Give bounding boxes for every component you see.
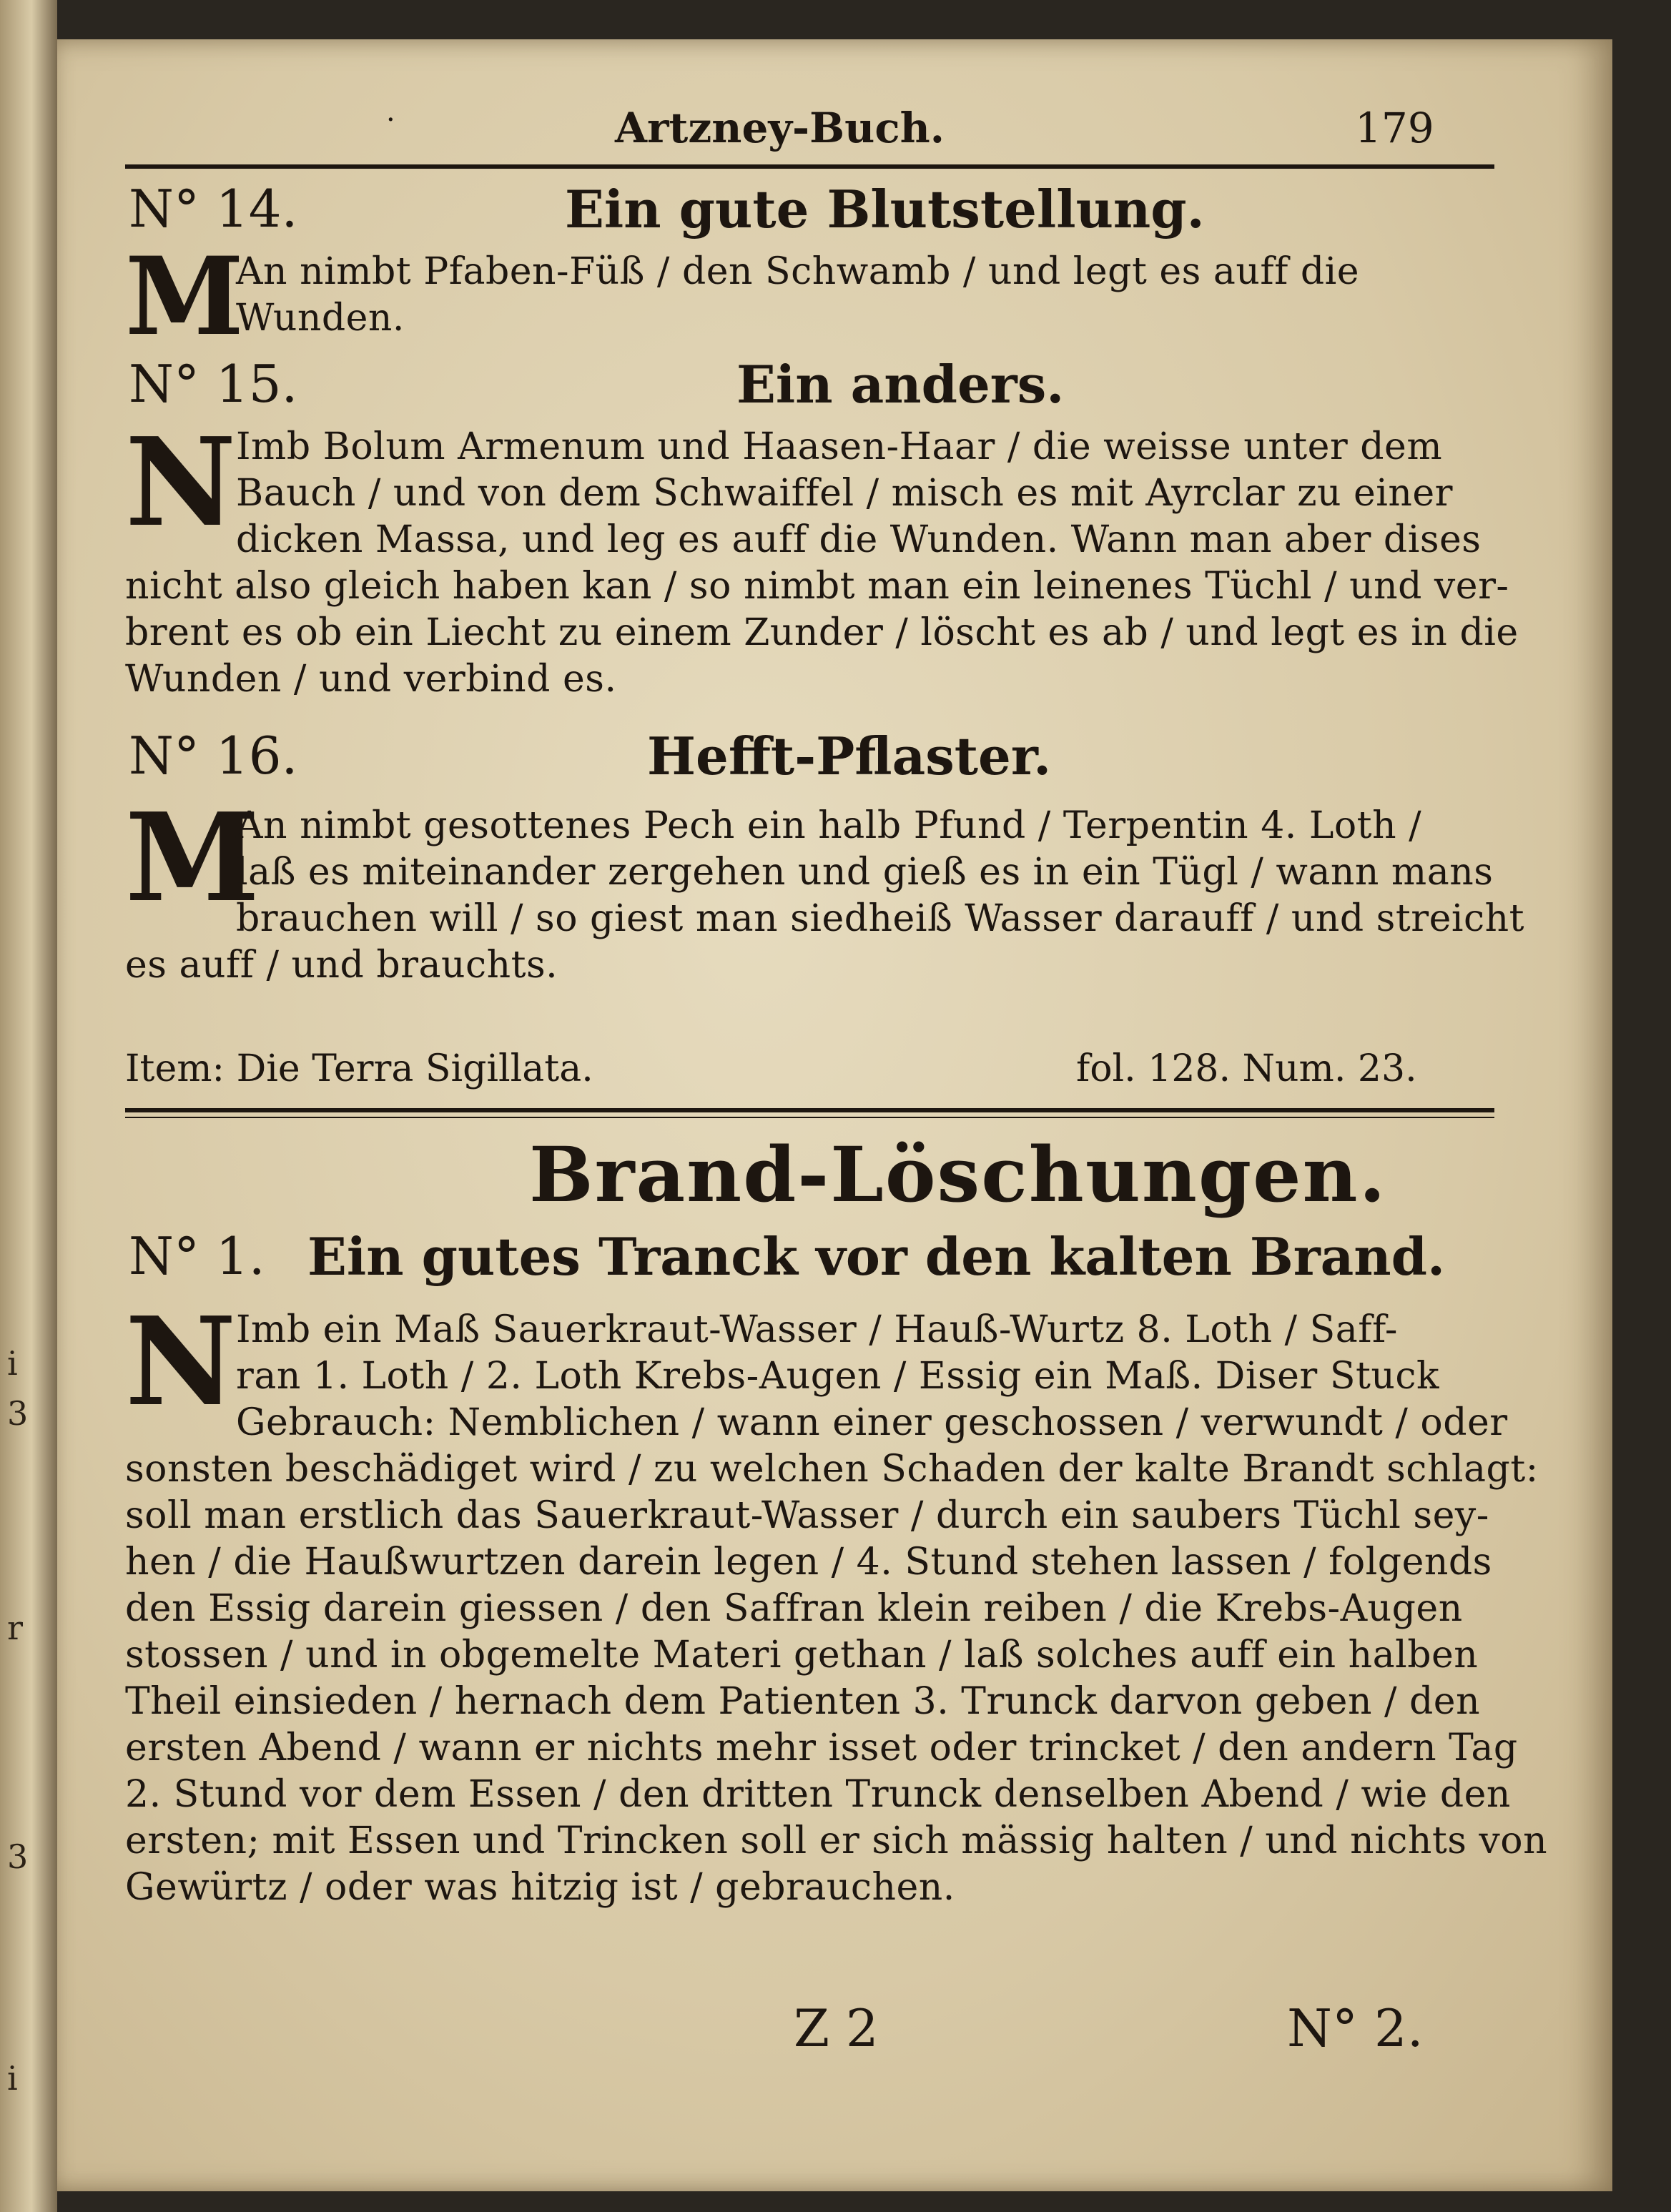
text-line: ersten Abend / wann er nichts mehr isset oder trincket / den andern Tag xyxy=(125,1727,1518,1769)
drop-capital: N xyxy=(125,411,237,554)
entry-number: N° 16. xyxy=(129,726,298,786)
item-reference: Item: Die Terra Sigillata. xyxy=(125,1047,593,1090)
text-line: soll man erstlich das Sauerkraut-Wasser / durch ein saubers Tüchl sey- xyxy=(125,1494,1489,1537)
section-title: Brand-Löschungen. xyxy=(529,1130,1387,1219)
text-line: laß es miteinander zergehen und gieß es in ein Tügl / wann mans xyxy=(236,851,1494,894)
entry-title: Hefft-Pflaster. xyxy=(647,726,1052,786)
entry-heading xyxy=(129,1226,1494,1290)
text-line: ersten; mit Essen und Trincken soll er sich mässig halten / und nichts von xyxy=(125,1820,1548,1862)
entry-heading xyxy=(129,726,1494,790)
text-line: brauchen will / so giest man siedheiß Wasser darauff / und streicht xyxy=(236,897,1525,940)
text-line: Imb ein Maß Sauerkraut-Wasser / Hauß-Wurtz 8. Loth / Saff- xyxy=(236,1308,1398,1351)
entry-heading xyxy=(129,354,1494,418)
text-line: hen / die Haußwurtzen darein legen / 4. Stund stehen lassen / folgends xyxy=(125,1541,1492,1584)
text-line: An nimbt Pfaben-Füß / den Schwamb / und legt es auff die xyxy=(236,250,1360,293)
text-line: Wunden. xyxy=(236,297,405,340)
text-line: An nimbt gesottenes Pech ein halb Pfund / Terpentin 4. Loth / xyxy=(236,804,1422,847)
book-page xyxy=(57,39,1612,2191)
edge-char: 3 xyxy=(7,1394,29,1433)
adjacent-page-edge xyxy=(0,0,57,2212)
text-line: ran 1. Loth / 2. Loth Krebs-Augen / Essig ein Maß. Diser Stuck xyxy=(236,1355,1439,1398)
text-line: stossen / und in obgemelte Materi gethan / laß solches auff ein halben xyxy=(125,1634,1479,1677)
edge-char: i xyxy=(7,2059,18,2098)
folio-reference: fol. 128. Num. 23. xyxy=(1076,1047,1417,1090)
head-rule xyxy=(125,164,1494,169)
running-head-dot: · xyxy=(386,104,395,137)
text-line: dicken Massa, und leg es auff die Wunden. Wann man aber dises xyxy=(236,518,1482,561)
entry-title: Ein gutes Tranck vor den kalten Brand. xyxy=(307,1226,1446,1287)
text-line: Gebrauch: Nemblichen / wann einer geschossen / verwundt / oder xyxy=(236,1401,1508,1444)
edge-char: i xyxy=(7,1344,18,1383)
text-line: Bauch / und von dem Schwaiffel / misch es mit Ayrclar zu einer xyxy=(236,472,1454,515)
drop-capital: M xyxy=(125,786,260,929)
text-line: sonsten beschädiget wird / zu welchen Schaden der kalte Brandt schlagt: xyxy=(125,1448,1539,1491)
edge-char: r xyxy=(7,1609,23,1647)
edge-char: 3 xyxy=(7,1837,29,1876)
text-line: nicht also gleich haben kan / so nimbt man ein leinenes Tüchl / und ver- xyxy=(125,565,1509,608)
entry-number: N° 14. xyxy=(129,179,298,239)
entry-title: Ein anders. xyxy=(736,354,1065,415)
text-line: Wunden / und verbind es. xyxy=(125,658,617,701)
catchword: N° 2. xyxy=(1287,1998,1424,2058)
text-line: brent es ob ein Liecht zu einem Zunder / löscht es ab / und legt es in die xyxy=(125,611,1519,654)
section-rule xyxy=(125,1108,1494,1118)
page-number: 179 xyxy=(1355,104,1434,152)
entry-title: Ein gute Blutstellung. xyxy=(565,179,1205,240)
running-head-title: Artzney-Buch. xyxy=(615,104,945,152)
entry-heading xyxy=(129,179,1494,243)
entry-number: N° 1. xyxy=(129,1226,265,1286)
drop-capital: M xyxy=(125,234,245,360)
drop-capital: N xyxy=(125,1290,237,1433)
entry-number: N° 15. xyxy=(129,354,298,414)
text-line: Gewürtz / oder was hitzig ist / gebrauchen. xyxy=(125,1866,955,1909)
text-line: Imb Bolum Armenum und Haasen-Haar / die weisse unter dem xyxy=(236,425,1443,468)
signature-mark: Z 2 xyxy=(794,1998,879,2058)
text-line: den Essig darein giessen / den Saffran klein reiben / die Krebs-Augen xyxy=(125,1587,1463,1630)
text-line: Theil einsieden / hernach dem Patienten 3. Trunck darvon geben / den xyxy=(125,1680,1481,1723)
text-line: es auff / und brauchts. xyxy=(125,944,558,987)
running-head xyxy=(57,104,1612,161)
text-line: 2. Stund vor dem Essen / den dritten Trunck denselben Abend / wie den xyxy=(125,1773,1511,1816)
